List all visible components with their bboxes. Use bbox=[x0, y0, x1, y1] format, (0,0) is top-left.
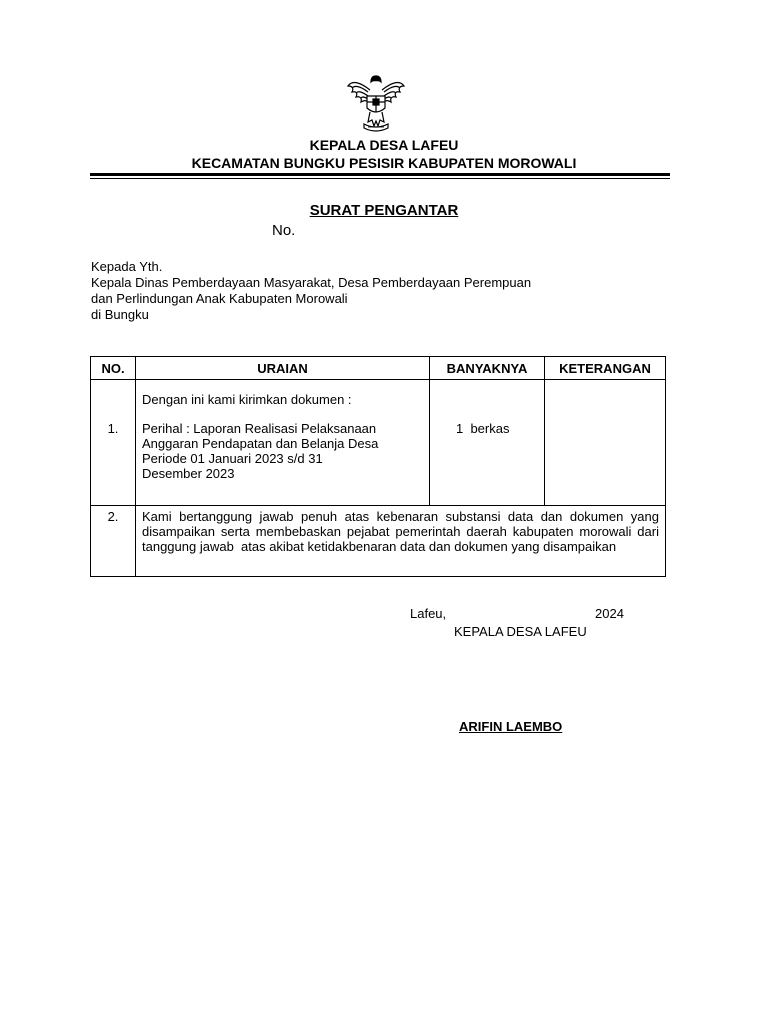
row-number-cell bbox=[91, 506, 136, 577]
letterhead-divider-thick bbox=[90, 173, 670, 176]
row-number-cell bbox=[91, 380, 136, 506]
garuda-pancasila-emblem-icon bbox=[346, 72, 406, 134]
row-description-line: Anggaran Pendapatan dan Belanja Desa bbox=[142, 436, 379, 451]
row-description-cell bbox=[136, 380, 430, 506]
document-table bbox=[90, 356, 666, 577]
row-quantity: 1 berkas bbox=[456, 421, 510, 436]
column-header-uraian: URAIAN bbox=[136, 357, 430, 380]
column-header-keterangan: KETERANGAN bbox=[545, 357, 666, 380]
signature-place: Lafeu, bbox=[410, 606, 447, 621]
recipient-location: di Bungku bbox=[91, 307, 149, 322]
row-statement: Kami bertanggung jawab penuh atas kebenaran substansi data dan dokumen yang disampaikan serta membebaskan pejabat pemerintah daerah kabupaten morowali dari tanggung jawab atas akibat ketidakbenaran data dan dokumen yang disampaikan bbox=[142, 509, 663, 554]
recipient-salutation: Kepada Yth. bbox=[91, 259, 163, 274]
row-number: 2. bbox=[107, 509, 119, 524]
signature-position: KEPALA DESA LAFEU bbox=[454, 624, 587, 639]
signature-year: 2024 bbox=[595, 606, 624, 621]
column-header-no: NO. bbox=[91, 357, 136, 380]
document-number-label: No. bbox=[272, 222, 296, 239]
row-description-intro: Dengan ini kami kirimkan dokumen : bbox=[142, 392, 352, 407]
row-description-line: Periode 01 Januari 2023 s/d 31 bbox=[142, 451, 323, 466]
row-remarks-cell bbox=[545, 380, 666, 506]
row-description-line: Desember 2023 bbox=[142, 466, 235, 481]
letterhead-title: KEPALA DESA LAFEU bbox=[309, 137, 459, 153]
letterhead-subtitle: KECAMATAN BUNGKU PESISIR KABUPATEN MOROWALI bbox=[191, 155, 577, 171]
table-row bbox=[91, 380, 666, 506]
recipient-line: dan Perlindungan Anak Kabupaten Morowali bbox=[91, 291, 348, 306]
signatory-name: ARIFIN LAEMBO bbox=[459, 719, 563, 734]
letterhead-divider-thin bbox=[90, 178, 670, 179]
row-statement-cell bbox=[136, 506, 666, 577]
row-quantity-cell bbox=[430, 380, 545, 506]
row-description-line: Perihal : Laporan Realisasi Pelaksanaan bbox=[142, 421, 377, 436]
table-row bbox=[91, 506, 666, 577]
column-header-banyaknya: BANYAKNYA bbox=[430, 357, 545, 380]
document-title: SURAT PENGANTAR bbox=[309, 202, 459, 219]
row-number: 1. bbox=[107, 421, 119, 436]
recipient-line: Kepala Dinas Pemberdayaan Masyarakat, Desa Pemberdayaan Perempuan bbox=[91, 275, 532, 290]
table-header-row bbox=[91, 357, 666, 380]
